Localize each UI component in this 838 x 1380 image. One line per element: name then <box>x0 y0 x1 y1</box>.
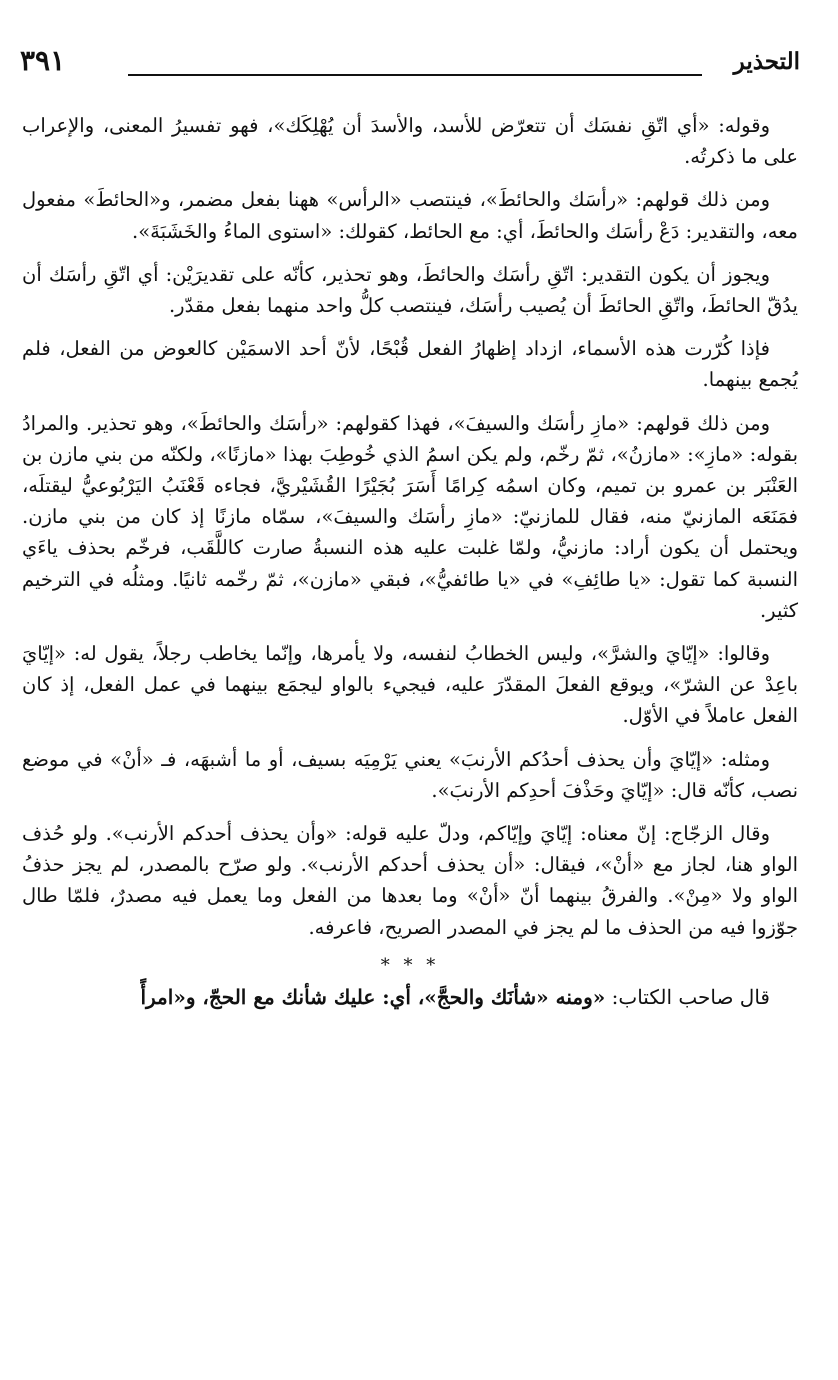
page-body <box>22 110 798 1013</box>
paragraph: وقال الزجّاج: إنّ معناه: إيّايَ وإيّاكم، ودلّ عليه قوله: «وأن يحذف أحدكم الأرنب». ولو حُذف الواو هنا، لجاز مع «أنْ»، فيقال: «أن يحذف أحدكم الأرنب». ولو صرّح بالمصدر، لم يجز حذفُ الواو ولا «مِنْ». والفرقُ بينهما أنّ «أنْ» وما بعدها من الفعل وما يعمل فيه مصدرٌ، فلمّا طال جوّزوا فيه من الحذف ما لم يجز في المصدر الصريح، فاعرفه. <box>22 822 798 939</box>
page-number: ٣٩١ <box>20 44 66 77</box>
section-separator: * * * <box>380 954 440 976</box>
paragraph: وقالوا: «إيّايَ والشرَّ»، وليس الخطابُ لنفسه، ولا يأمرها، وإنّما يخاطب رجلاً، يقول له: «إيّايَ باعِدْ عن الشرّ»، ويوقع الفعلَ المقدّرَ عليه، فيجيء بالواو ليجمَع بينهما في عمل الفعل، إذ كان الفعل عاملاً في الأوّل. <box>22 642 798 728</box>
page-header <box>20 44 800 88</box>
paragraph: ومثله: «إيّايَ وأن يحذف أحدُكم الأرنبَ» يعني يَرْمِيَه بسيف، أو ما أشبهَه، فـ «أنْ» في موضع نصب، كأنّه قال: «إيّايَ وحَذْفَ أحدِكم الأرنبَ». <box>22 747 798 802</box>
paragraph: ومن ذلك قولهم: «رأسَك والحائطَ»، فينتصب «الرأس» ههنا بفعل مضمر، و«الحائطَ» مفعول معه، والتقدير: دَعْ رأسَك والحائطَ، أي: مع الحائط، كقولك: «استوى الماءُ والخَشَبَةَ». <box>22 188 798 243</box>
paragraph: فإذا كُرّرت هذه الأسماء، ازداد إظهارُ الفعل قُبْحًا، لأنّ أحد الاسمَيْن كالعوض من الفعل، فلم يُجمع بينهما. <box>22 337 798 392</box>
quote-bold-text: «ومنه «شأنَك والحجَّ»، أي: عليك شأنك مع الحجّ، و«امرأً <box>140 984 606 1009</box>
author-quote <box>22 982 798 1013</box>
chapter-title: التحذير <box>733 48 800 75</box>
paragraph: ومن ذلك قولهم: «مازِ رأسَك والسيفَ»، فهذا كقولهم: «رأسَك والحائطَ»، وهو تحذير. والمرادُ بقوله: «مازِ»: «مازنُ»، ثمّ رخّم، ولم يكن اسمُ الذي خُوطِبَ بهذا «مازنًا»، ولكنّه من بني مازن بن العَنْبَر بن عمرو بن تميم، وكان اسمُه كِرامًا أَسَرَ بُجَيْرًا القُشَيْريَّ، فجاءه قَعْنَبُ اليَرْبُوعيُّ ليقتلَه، فمَنَعَه المازنيّ منه، فقال للمازنيّ: «مازِ رأسَك والسيفَ»، سمّاه مازنًا إذ كان من بني مازن. ويحتمل أن يكون أراد: مازنيُّ، ولمّا غلبت عليه هذه النسبةُ صارت كاللَّقَب، فرخّم بحذف ياءَي النسبة كما تقول: «يا طائِفِ» في «يا طائفيُّ»، فبقي «مازن»، ثمّ رخّمه ثانيًا. ومثلُه في الترخيم كثير. <box>22 411 798 622</box>
header-rule <box>128 74 702 76</box>
paragraph: وقوله: «أي اتّقِ نفسَك أن تتعرّض للأسد، والأسدَ أن يُهْلِكَك»، فهو تفسيرُ المعنى، والإعراب على ما ذكرتُه. <box>22 114 798 169</box>
paragraph: ويجوز أن يكون التقدير: اتّقِ رأسَك والحائطَ، وهو تحذير، كأنّه على تقديرَيْن: أي اتّقِ رأسَك أن يدُقّ الحائطَ، واتّقِ الحائطَ أن يُصيب رأسَك، فينتصب كلُّ واحد منهما بفعل مقدّر. <box>22 262 798 318</box>
quote-prefix: قال صاحب الكتاب: <box>605 984 770 1009</box>
